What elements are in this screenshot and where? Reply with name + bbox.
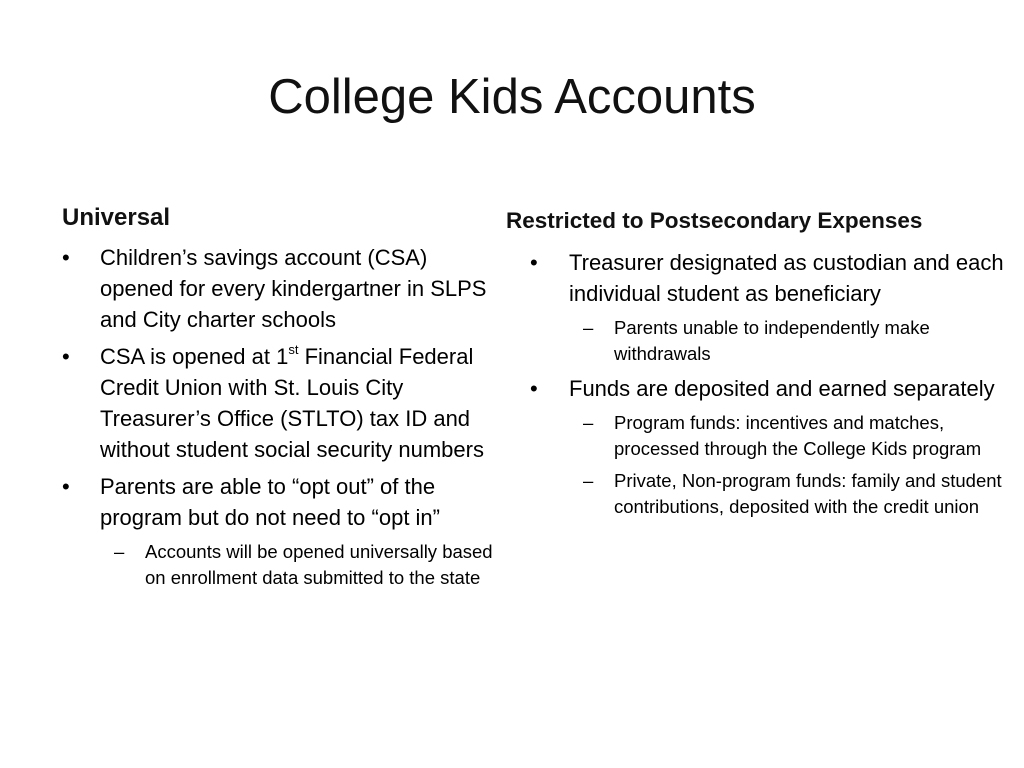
list-item-text: Treasurer designated as custodian and each individual student as beneficiary <box>569 250 1004 306</box>
list-item-text-after: Financial Federal Credit Union with St. Louis City Treasurer’s Office (STLTO) tax ID and without student social security numbers <box>100 344 484 462</box>
list-item-text: Funds are deposited and earned separately <box>569 376 995 401</box>
list-item-text: Parents are able to “opt out” of the program but do not need to “opt in” <box>100 474 440 530</box>
list-item-text <box>100 341 484 462</box>
sub-list-item <box>62 539 502 591</box>
sub-list-item-text: Program funds: incentives and matches, processed through the College Kids program <box>614 412 982 459</box>
dash-icon: – <box>583 412 594 433</box>
sub-list-item <box>506 468 1006 520</box>
dash-icon: – <box>114 541 125 562</box>
bullet-icon: • <box>62 344 70 369</box>
list-item <box>506 373 1006 404</box>
list-item <box>62 341 502 465</box>
sub-list-item-text: Accounts will be opened universally based on enrollment data submitted to the state <box>145 541 493 588</box>
slide-title: College Kids Accounts <box>268 70 756 124</box>
right-column-heading: Restricted to Postsecondary Expenses <box>506 208 923 233</box>
list-item-text: Children’s savings account (CSA) opened for every kindergartner in SLPS and City charter schools <box>100 245 487 332</box>
dash-icon: – <box>583 317 594 338</box>
bullet-icon: • <box>530 376 538 401</box>
left-column-heading: Universal <box>62 204 171 231</box>
sub-list-item <box>506 410 1006 462</box>
right-bullet-list <box>506 247 1006 520</box>
bullet-icon: • <box>530 250 538 275</box>
sub-list-item-text: Parents unable to independently make withdrawals <box>614 317 930 364</box>
dash-icon: – <box>583 470 594 491</box>
bullet-icon: • <box>62 245 70 270</box>
sub-list-item-text: Private, Non-program funds: family and student contributions, deposited with the credit union <box>614 470 1002 517</box>
left-column <box>62 200 502 597</box>
list-item <box>62 242 502 335</box>
bullet-icon: • <box>62 474 70 499</box>
sub-list-item <box>506 315 1006 367</box>
right-column <box>506 205 1006 526</box>
left-bullet-list <box>62 242 502 591</box>
ordinal-superscript: st <box>288 341 299 357</box>
list-item <box>506 247 1006 309</box>
list-item-text-before: CSA is opened at 1 <box>100 344 289 369</box>
list-item <box>62 471 502 533</box>
